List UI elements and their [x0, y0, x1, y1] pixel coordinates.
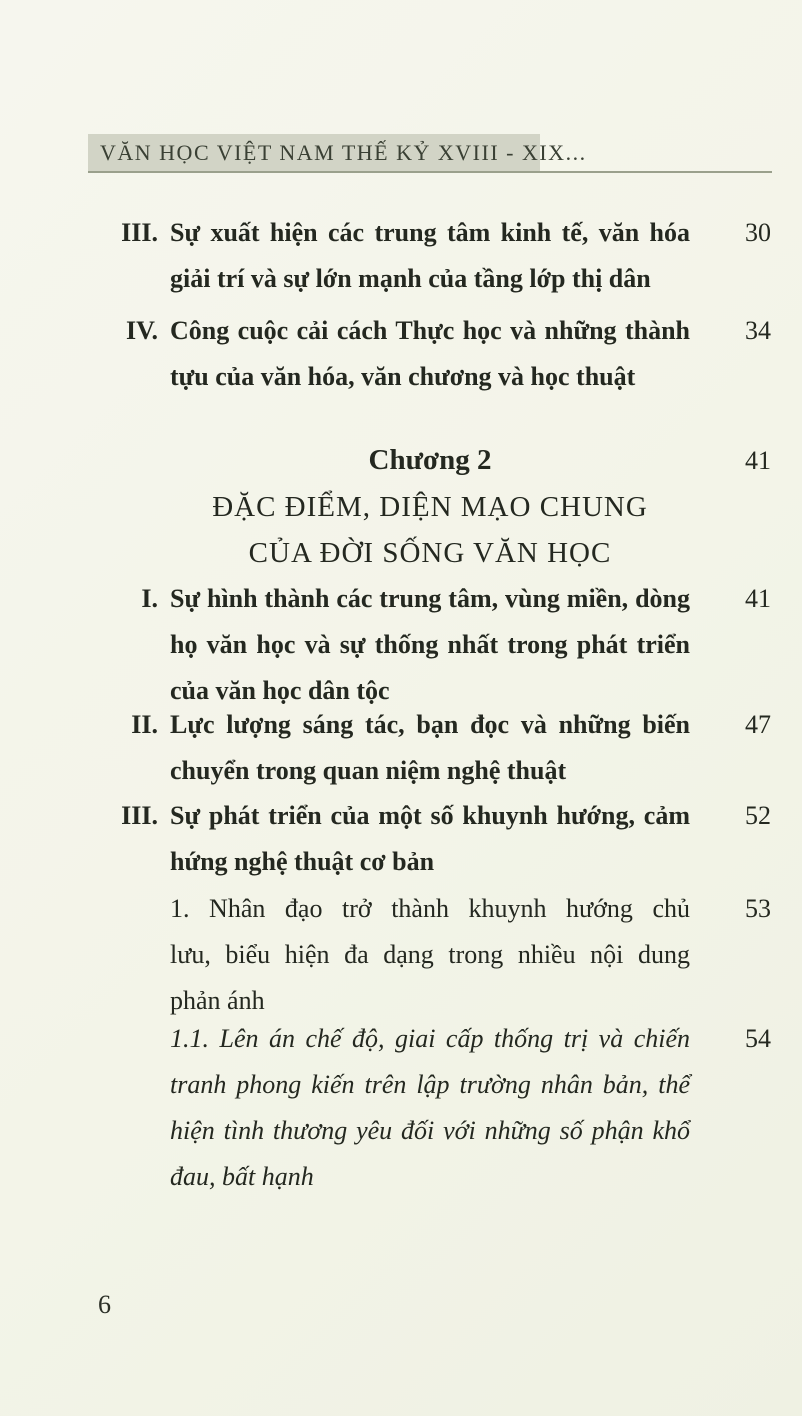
chapter-title: Chương 2	[368, 444, 492, 476]
chapter-subtitle-line: CỦA ĐỜI SỐNG VĂN HỌC	[248, 537, 612, 569]
entry-text	[170, 308, 690, 400]
entry-text	[170, 1016, 690, 1200]
entry-line: đau, bất hạnh	[170, 1162, 314, 1191]
page-number-footer: 6	[98, 1290, 111, 1319]
entry-page-number: 53	[745, 894, 771, 923]
entry-page-number: 34	[745, 316, 771, 345]
entry-line: giải trí và sự lớn mạnh của tầng lớp thị dân	[170, 264, 651, 293]
entry-line: Lực lượng sáng tác, bạn đọc và những biến	[170, 710, 690, 739]
chapter-page-number: 41	[745, 446, 771, 475]
running-header-title: VĂN HỌC VIỆT NAM THẾ KỶ XVIII - XIX...	[100, 140, 587, 165]
entry-page-number: 52	[745, 801, 771, 830]
entry-line: 1. Nhân đạo trở thành khuynh hướng chủ	[170, 894, 690, 923]
entry-text	[170, 210, 690, 302]
entry-line: Công cuộc cải cách Thực học và những thành	[170, 316, 690, 345]
chapter-heading-text	[170, 437, 690, 576]
entry-line: phản ánh	[170, 986, 265, 1015]
entry-page-number: 47	[745, 710, 771, 739]
entry-line: tranh phong kiến trên lập trường nhân bản, thể	[170, 1070, 690, 1099]
entry-line: chuyển trong quan niệm nghệ thuật	[170, 756, 567, 785]
entry-label: IV.	[125, 316, 158, 345]
entry-line: hứng nghệ thuật cơ bản	[170, 847, 435, 876]
entry-page-number: 41	[745, 584, 771, 613]
entry-line: họ văn học và sự thống nhất trong phát triển	[170, 630, 690, 659]
header-rule	[88, 171, 772, 173]
entry-line: tựu của văn hóa, văn chương và học thuật	[170, 362, 636, 391]
entry-label: III.	[121, 218, 158, 247]
entry-line: hiện tình thương yêu đối với những số phận khổ	[170, 1116, 690, 1145]
entry-label: II.	[131, 710, 158, 739]
entry-label: III.	[121, 801, 158, 830]
entry-text	[170, 886, 690, 1024]
entry-line: Sự hình thành các trung tâm, vùng miền, dòng	[170, 584, 690, 613]
entry-line: của văn học dân tộc	[170, 676, 390, 705]
entry-page-number: 54	[745, 1024, 771, 1053]
header-band	[88, 134, 587, 172]
entry-line: Sự xuất hiện các trung tâm kinh tế, văn hóa	[170, 218, 690, 247]
entry-text	[170, 702, 690, 794]
entry-label: I.	[141, 584, 158, 613]
entry-text	[170, 576, 690, 714]
entry-line: 1.1. Lên án chế độ, giai cấp thống trị và chiến	[170, 1024, 690, 1053]
entry-page-number: 30	[745, 218, 771, 247]
entry-line: Sự phát triển của một số khuynh hướng, cảm	[170, 801, 690, 830]
entry-text	[170, 793, 690, 885]
chapter-subtitle-line: ĐẶC ĐIỂM, DIỆN MẠO CHUNG	[212, 491, 648, 523]
entry-line: lưu, biểu hiện đa dạng trong nhiều nội dung	[170, 940, 690, 969]
